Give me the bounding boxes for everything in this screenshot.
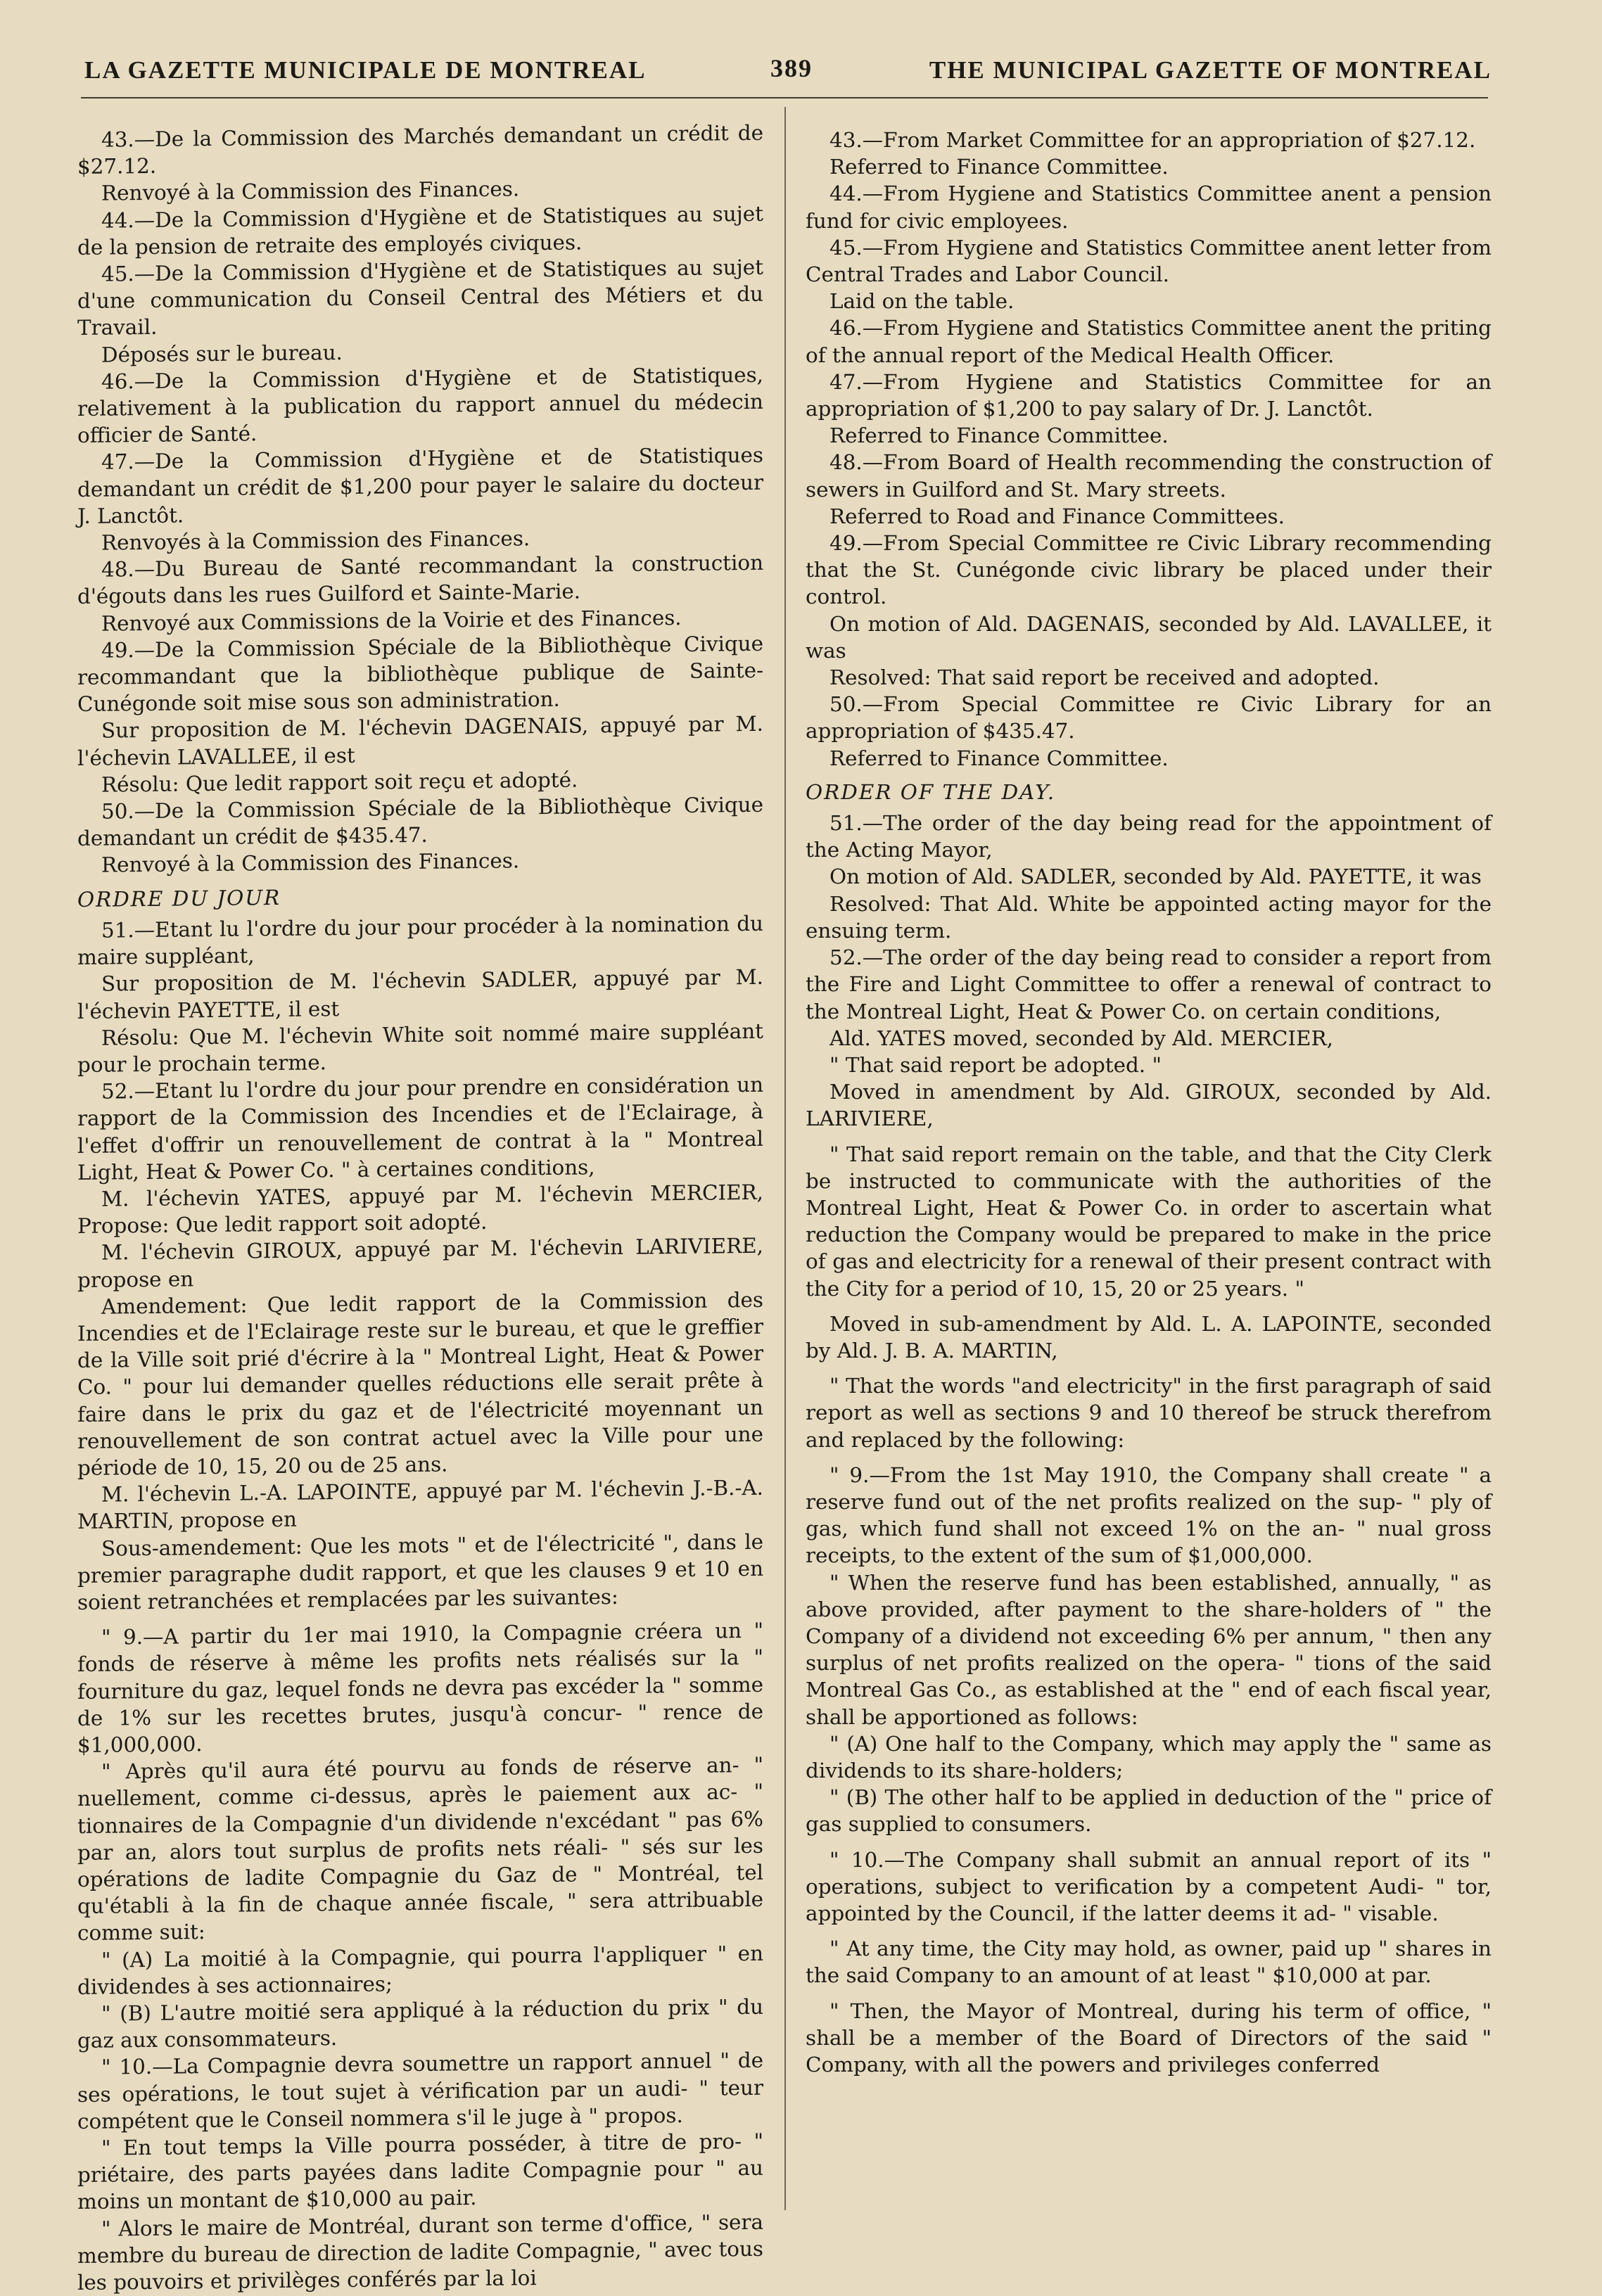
- quoted-clause: " (A) La moitié à la Compagnie, qui pourra l'appliquer " en dividendes à ses actionnaires;: [77, 1941, 763, 1999]
- column-divider: [784, 107, 786, 2210]
- paragraph: 50.—From Special Committee re Civic Library for an appropriation of $435.47.: [806, 692, 1492, 744]
- quoted-clause: " En tout temps la Ville pourra posséder, à titre de pro- " priétaire, des parts payées dans ladite Compagnie pour " au moins un montant de $10,000 au pair.: [77, 2129, 763, 2214]
- header-rule: [81, 97, 1488, 98]
- french-column: [77, 120, 763, 2296]
- quoted-clause: " Après qu'il aura été pourvu au fonds de réserve an- " nuellement, comme ci-dessus, après le paiement aux ac- " tionnaires de la Compagnie d'un dividende n'excédant " pas 6% par an, alors tout surplus de profits nets réali- " sés sur les opérations de ladite Compagnie du Gaz de " Montréal, tel qu'établi à la fin de chaque année fiscale, " sera attribuable comme suit:: [77, 1752, 763, 1946]
- paragraph: Referred to Finance Committee.: [829, 746, 1169, 770]
- quoted-clause: " 10.—The Company shall submit an annual report of its " operations, subject to verification by a competent Audi- " tor, appointed by the Council, if the latter deems it ad- " visable.: [806, 1847, 1492, 1925]
- quoted-clause: " (B) L'autre moitié sera appliqué à la réduction du prix " du gaz aux consommateurs.: [77, 1994, 763, 2053]
- header-english-title: THE MUNICIPAL GAZETTE OF MONTREAL: [929, 56, 1492, 84]
- paragraph: 46.—From Hygiene and Statistics Committee anent the priting of the annual report of the Medical Health Officer.: [806, 316, 1492, 367]
- paragraph: 49.—De la Commission Spéciale de la Bibliothèque Civique recommandant que la bibliothèque publique de Sainte-Cunégonde soit mise sous son administration.: [77, 631, 763, 717]
- paragraph: Resolved: That said report be received and adopted.: [829, 665, 1380, 690]
- paragraph: Moved in sub-amendment by Ald. L. A. LAPOINTE, seconded by Ald. J. B. A. MARTIN,: [806, 1311, 1492, 1363]
- paragraph: Sous-amendement: Que les mots " et de l'électricité ", dans le premier paragraphe dudit rapport, et que les clauses 9 et 10 en soient retranchées et remplacées par les suivantes:: [77, 1529, 763, 1614]
- paragraph: Déposés sur le bureau.: [101, 340, 343, 367]
- paragraph: Laid on the table.: [829, 289, 1015, 314]
- paragraph: " That said report be adopted. ": [829, 1052, 1162, 1077]
- quoted-clause: " 9.—A partir du 1er mai 1910, la Compagnie créera un " fonds de réserve à même les profits nets réalisés sur la " fourniture du gaz, lequel fonds ne devra pas excéder la " somme de 1% sur les recettes brutes, jusqu'à concur- " rence de $1,000,000.: [77, 1618, 763, 1757]
- quoted-clause: " (B) The other half to be applied in deduction of the " price of gas supplied to consumers.: [806, 1785, 1492, 1837]
- paragraph: Résolu: Que ledit rapport soit reçu et adopté.: [101, 767, 578, 797]
- paragraph: Amendement: Que ledit rapport de la Commission des Incendies et de l'Eclairage reste sur le bureau, et que le greffier de la Ville soit prié d'écrire à la " Montreal Light, Heat & Power Co. " pour lui demander quelles réductions elle serait prête à faire dans le prix du gaz et de l'électricité moyennant un renouvellement de son contrat actuel avec la Ville pour une période de 10, 15, 20 ou de 25 ans.: [77, 1287, 763, 1480]
- paragraph: Referred to Road and Finance Committees.: [829, 504, 1285, 528]
- paragraph: 48.—Du Bureau de Santé recommandant la construction d'égouts dans les rues Guilford et Sainte-Marie.: [77, 551, 763, 609]
- paragraph: M. l'échevin YATES, appuyé par M. l'échevin MERCIER, Propose: Que ledit rapport soit adopté.: [77, 1180, 763, 1239]
- paragraph: Ald. YATES moved, seconded by Ald. MERCIER,: [829, 1026, 1333, 1050]
- quoted-clause: " 9.—From the 1st May 1910, the Company shall create " a reserve fund out of the net profits realized on the sup- " ply of gas, which fund shall not exceed 1% on the an- " nual gross receipts, to the extent of the sum of $1,000,000.: [806, 1462, 1492, 1568]
- paragraph: 45.—From Hygiene and Statistics Committee anent letter from Central Trades and Labor Council.: [806, 235, 1492, 287]
- paragraph: 43.—From Market Committee for an appropriation of $27.12.: [829, 128, 1476, 152]
- quoted-clause: " At any time, the City may hold, as owner, paid up " shares in the said Company to an amount of at least " $10,000 at par.: [806, 1937, 1492, 1988]
- paragraph: Renvoyé à la Commission des Finances.: [101, 177, 520, 206]
- paragraph: 47.—From Hygiene and Statistics Committee for an appropriation of $1,200 to pay salary of Dr. J. Lanctôt.: [806, 369, 1492, 421]
- section-heading-order-of-the-day: ORDER OF THE DAY.: [806, 779, 1056, 804]
- paragraph: 52.—The order of the day being read to consider a report from the Fire and Light Committee to offer a renewal of contract to the Montreal Light, Heat & Power Co. on certain conditions,: [806, 945, 1492, 1023]
- paragraph: Renvoyé aux Commissions de la Voirie et des Finances.: [101, 605, 682, 636]
- quoted-clause: " Alors le maire de Montréal, durant son terme d'office, " sera membre du bureau de direction de ladite Compagnie, " avec tous les pouvoirs et privilèges conférés par la loi: [77, 2209, 763, 2295]
- paragraph: 46.—De la Commission d'Hygiène et de Statistiques, relativement à la publication du rapport annuel du médecin officier de Santé.: [77, 362, 763, 448]
- paragraph: 51.—Etant lu l'ordre du jour pour procéder à la nomination du maire suppléant,: [77, 911, 763, 970]
- paragraph: Resolved: That Ald. White be appointed acting mayor for the ensuing term.: [806, 891, 1492, 943]
- quoted-clause: " 10.—La Compagnie devra soumettre un rapport annuel " de ses opérations, le tout sujet à vérification par un audi- " teur compétent que le Conseil nommera s'il le juge à " propos.: [77, 2048, 763, 2134]
- paragraph: Referred to Finance Committee.: [829, 155, 1169, 179]
- paragraph: 51.—The order of the day being read for the appointment of the Acting Mayor,: [806, 811, 1492, 862]
- paragraph: Renvoyé à la Commission des Finances.: [101, 848, 520, 878]
- paragraph: Résolu: Que M. l'échevin White soit nommé maire suppléant pour le prochain terme.: [77, 1019, 763, 1077]
- paragraph: On motion of Ald. SADLER, seconded by Ald. PAYETTE, it was: [829, 865, 1482, 889]
- header-french-title: LA GAZETTE MUNICIPALE DE MONTREAL: [84, 56, 647, 84]
- paragraph: 43.—De la Commission des Marchés demandant un crédit de $27.12.: [77, 120, 763, 179]
- page-number: 389: [770, 54, 813, 82]
- section-heading-ordre-du-jour: ORDRE DU JOUR: [77, 885, 281, 912]
- page-header: [77, 49, 1492, 93]
- paragraph: 45.—De la Commission d'Hygiène et de Statistiques au sujet d'une communication du Conseil Central des Métiers et du Travail.: [77, 255, 763, 340]
- paragraph: M. l'échevin GIROUX, appuyé par M. l'échevin LARIVIERE, propose en: [77, 1234, 763, 1292]
- paragraph: Sur proposition de M. l'échevin DAGENAIS, appuyé par M. l'échevin LAVALLEE, il est: [77, 712, 763, 770]
- paragraph: 49.—From Special Committee re Civic Library recommending that the St. Cunégonde civic library be placed under their control.: [806, 531, 1492, 609]
- paragraph: " That said report remain on the table, and that the City Clerk be instructed to communicate with the authorities of the Montreal Light, Heat & Power Co. in order to ascertain what reduction the Company would be prepared to make in the price of gas and electricity for a renewal of their present contract with the City for a period of 10, 15, 20 or 25 years. ": [806, 1142, 1492, 1301]
- paragraph: Referred to Finance Committee.: [829, 423, 1169, 448]
- paragraph: " That the words "and electricity" in the first paragraph of said report as well as sections 9 and 10 thereof be struck therefrom and replaced by the following:: [806, 1374, 1492, 1452]
- paragraph: 44.—De la Commission d'Hygiène et de Statistiques au sujet de la pension de retraite des employés civiques.: [77, 201, 763, 260]
- paragraph: 52.—Etant lu l'ordre du jour pour prendre en considération un rapport de la Commission des Incendies et de l'Eclairage, à l'effet d'offrir un renouvellement de contrat à la " Montreal Light, Heat & Power Co. " à certaines conditions,: [77, 1072, 763, 1185]
- english-column: [806, 127, 1492, 2078]
- paragraph: 50.—De la Commission Spéciale de la Bibliothèque Civique demandant un crédit de $435.47.: [77, 792, 763, 851]
- paragraph: M. l'échevin L.-A. LAPOINTE, appuyé par M. l'échevin J.-B.-A. MARTIN, propose en: [77, 1475, 763, 1534]
- paragraph: Sur proposition de M. l'échevin SADLER, appuyé par M. l'échevin PAYETTE, il est: [77, 965, 763, 1023]
- paragraph: 48.—From Board of Health recommending the construction of sewers in Guilford and St. Mary streets.: [806, 450, 1492, 502]
- quoted-clause: " (A) One half to the Company, which may apply the " same as dividends to its share-holders;: [806, 1731, 1492, 1782]
- paragraph: On motion of Ald. DAGENAIS, seconded by Ald. LAVALLEE, it was: [806, 611, 1492, 663]
- paragraph: Renvoyés à la Commission des Finances.: [101, 526, 530, 555]
- paragraph: Moved in amendment by Ald. GIROUX, seconded by Ald. LARIVIERE,: [806, 1080, 1492, 1131]
- quoted-clause: " Then, the Mayor of Montreal, during his term of office, " shall be a member of the Board of Directors of the said " Company, with all the powers and privileges conferred: [806, 1998, 1492, 2077]
- paragraph: 44.—From Hygiene and Statistics Committee anent a pension fund for civic employees.: [806, 181, 1492, 233]
- quoted-clause: " When the reserve fund has been established, annually, " as above provided, after payment to the share-holders of " the Company of a dividend not exceeding 6% per annum, " then any surplus of net profits realized on the opera- " tions of the said Montreal Gas Co., as established at the " end of each fiscal year, shall be apportioned as follows:: [806, 1570, 1492, 1729]
- paragraph: 47.—De la Commission d'Hygiène et de Statistiques demandant un crédit de $1,200 pour payer le salaire du docteur J. Lanctôt.: [77, 443, 763, 528]
